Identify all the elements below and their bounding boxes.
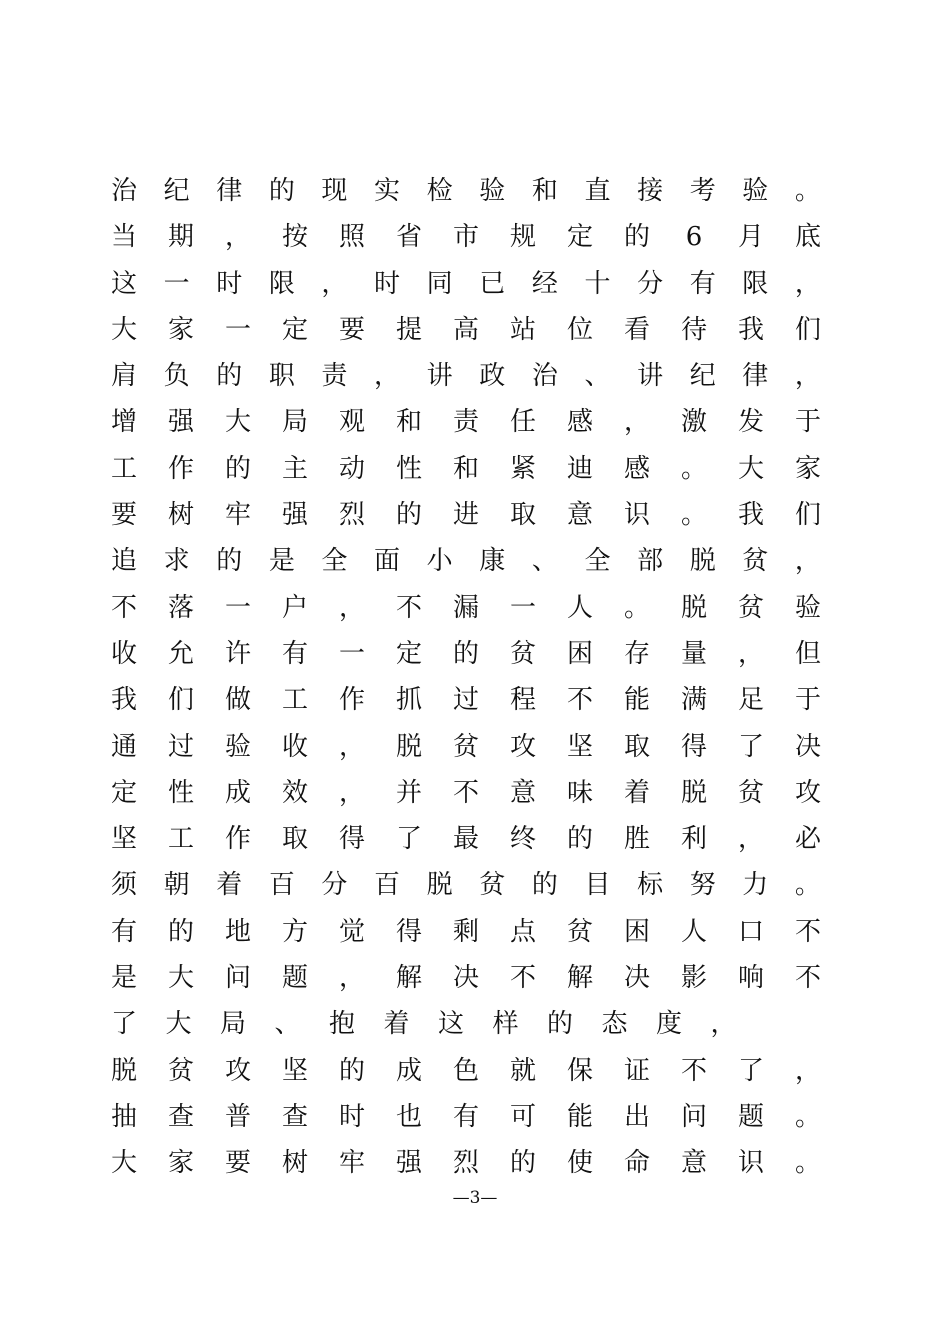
text-line: 坚 工 作 取 得 了 最 终 的 胜 利 ， 必 — [110, 824, 821, 855]
text-line: 不 落 一 户 ， 不 漏 一 人 。 脱 贫 验 — [110, 592, 821, 623]
page-number: —3— — [452, 1188, 498, 1208]
text-line: 了 大 局 、 抱 着 这 样 的 态 度 ， — [110, 1009, 737, 1040]
text-line: 增 强 大 局 观 和 责 任 感 ， 激 发 于 — [110, 407, 821, 438]
text-line: 大 家 一 定 要 提 高 站 位 看 待 我 们 — [110, 314, 821, 345]
body-text — [108, 168, 848, 1187]
text-line: 脱 贫 攻 坚 的 成 色 就 保 证 不 了 ， — [110, 1055, 821, 1086]
text-line: 大 家 要 树 牢 强 烈 的 使 命 意 识 。 — [110, 1148, 821, 1179]
text-line: 须 朝 着 百 分 百 脱 贫 的 目 标 努 力 。 — [110, 870, 821, 901]
text-line: 工 作 的 主 动 性 和 紧 迪 感 。 大 家 — [110, 453, 821, 484]
text-line: 抽 查 普 查 时 也 有 可 能 出 问 题 。 — [110, 1101, 821, 1132]
text-line: 定 性 成 效 ， 并 不 意 味 着 脱 贫 攻 — [110, 777, 821, 808]
text-line: 通 过 验 收 ， 脱 贫 攻 坚 取 得 了 决 — [110, 731, 821, 762]
text-line: 要 树 牢 强 烈 的 进 取 意 识 。 我 们 — [110, 500, 821, 531]
text-line: 追 求 的 是 全 面 小 康 、 全 部 脱 贫 ， — [110, 546, 821, 577]
text-line: 当 期 ， 按 照 省 市 规 定 的 6 月 底 — [110, 222, 821, 253]
text-line: 是 大 问 题 ， 解 决 不 解 决 影 响 不 — [110, 963, 821, 994]
text-line: 收 允 许 有 一 定 的 贫 困 存 量 ， 但 — [110, 638, 821, 669]
text-line: 肩 负 的 职 责 ， 讲 政 治 、 讲 纪 律 ， — [110, 361, 821, 392]
text-line: 有 的 地 方 觉 得 剩 点 贫 困 人 口 不 — [110, 916, 821, 947]
text-line: 治 纪 律 的 现 实 检 验 和 直 接 考 验 。 — [110, 176, 821, 206]
text-line: 我 们 做 工 作 抓 过 程 不 能 满 足 于 — [110, 685, 821, 716]
text-line: 这 一 时 限 ， 时 同 已 经 十 分 有 限 ， — [110, 268, 821, 299]
